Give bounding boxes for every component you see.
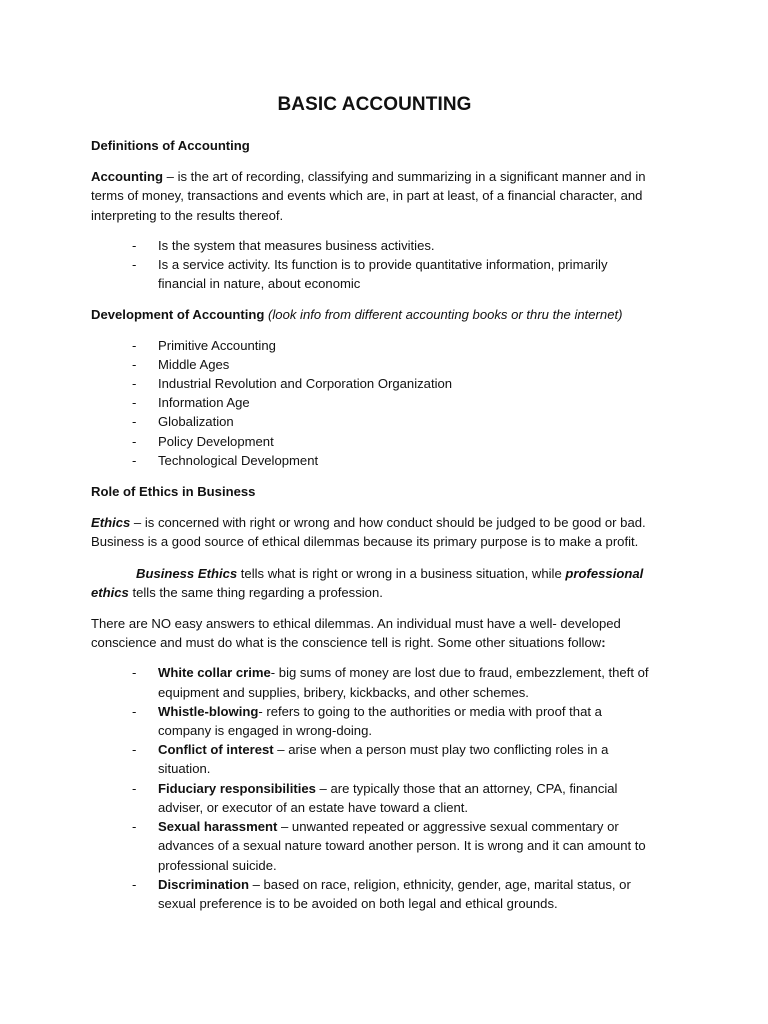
no-easy-answers-paragraph (91, 614, 658, 652)
professional-ethics-text: tells the same thing regarding a profession. (128, 584, 383, 600)
dash-marker: - (132, 876, 137, 892)
list-item-text: Technological Development (158, 452, 319, 468)
list-item-term: Discrimination (158, 876, 249, 892)
list-item-text: – unwanted repeated or aggressive sexual commentary or advances of a sexual nature toward another person. It is wrong and it can amount to professional suicide. (158, 819, 646, 873)
list-item-text: - refers to going to the authorities or media with proof that a company is engaged in wrong-doing. (158, 703, 602, 739)
list-item (91, 432, 658, 451)
dash-marker: - (132, 237, 137, 253)
dash-marker: - (132, 356, 137, 372)
dash-marker: - (132, 452, 137, 468)
dash-marker: - (132, 665, 137, 681)
development-bullets (91, 336, 658, 470)
list-item (91, 336, 658, 355)
list-item-text: - big sums of money are lost due to fraud, embezzlement, theft of equipment and supplies, bribery, kickbacks, and other schemes. (158, 665, 649, 700)
dash-marker: - (132, 414, 137, 430)
dash-marker: - (132, 780, 137, 796)
list-item-term: Fiduciary responsibilities (158, 780, 316, 796)
list-item (91, 817, 658, 875)
list-item-term: Sexual harassment (158, 819, 278, 835)
ethics-situations-bullets (91, 663, 658, 913)
list-item-term: Conflict of interest (158, 742, 274, 758)
list-item-term: Whistle-blowing (158, 703, 259, 719)
ethics-definition (91, 513, 658, 551)
list-item (91, 702, 658, 740)
term-business-ethics: Business Ethics (136, 565, 238, 581)
development-note: (look info from different accounting books or thru the internet) (264, 307, 623, 323)
term-professional-ethics: professional ethics (91, 565, 644, 600)
no-easy-answers-text: There are NO easy answers to ethical dilemmas. An individual must have a well- developed conscience and must do what is the conscience tell is right. Some other situations follow (91, 616, 621, 651)
accounting-bullets (91, 236, 658, 294)
dash-marker: - (132, 395, 137, 411)
ethics-definition-text: – is concerned with right or wrong and how conduct should be judged to be good or bad. Business is a good source of ethical dilemmas because its primary purpose is to make a profit. (91, 515, 646, 550)
business-ethics-text: tells what is right or wrong in a business situation, while (237, 565, 566, 581)
heading-ethics: Role of Ethics in Business (91, 484, 256, 500)
list-item (91, 236, 658, 255)
list-item-text: Information Age (158, 395, 250, 411)
list-item (91, 393, 658, 412)
list-item-text: Primitive Accounting (158, 337, 276, 353)
list-item-text: Policy Development (158, 433, 274, 449)
list-item (91, 451, 658, 470)
list-item-text: – are typically those that an attorney, CPA, financial adviser, or executor of an estate have toward a client. (158, 780, 618, 815)
list-item (91, 779, 658, 817)
list-item-text: – arise when a person must play two conflicting roles in a situation. (158, 742, 609, 777)
document-title: BASIC ACCOUNTING (277, 94, 472, 115)
accounting-definition (91, 167, 658, 225)
dash-marker: - (132, 257, 137, 273)
dash-marker: - (132, 433, 137, 449)
list-item (91, 412, 658, 431)
list-item (91, 355, 658, 374)
list-item (91, 255, 658, 293)
heading-definitions: Definitions of Accounting (91, 138, 250, 153)
list-item-term: White collar crime (158, 665, 271, 681)
dash-marker: - (132, 742, 137, 758)
accounting-definition-text: – is the art of recording, classifying and summarizing in a significant manner and in terms of money, transactions and events which are, in part at least, of a financial character, and interpreting to the results thereof. (91, 169, 646, 223)
list-item (91, 875, 658, 913)
list-item (91, 740, 658, 778)
heading-development: Development of Accounting (91, 307, 265, 323)
list-item-text: Is a service activity. Its function is to provide quantitative information, primarily financial in nature, about economic (158, 257, 608, 292)
list-item-text: Industrial Revolution and Corporation Organization (158, 376, 453, 392)
list-item-text: – based on race, religion, ethnicity, gender, age, marital status, or sexual preference is to be avoided on both legal and ethical grounds. (158, 876, 631, 911)
list-item (91, 374, 658, 393)
dash-marker: - (132, 819, 137, 835)
colon: : (601, 635, 606, 651)
term-accounting: Accounting (91, 169, 164, 185)
dash-marker: - (132, 703, 137, 719)
list-item-text: Globalization (158, 414, 234, 430)
business-ethics-paragraph (91, 564, 658, 602)
list-item-text: Is the system that measures business activities. (158, 237, 435, 253)
list-item (91, 663, 658, 701)
list-item-text: Middle Ages (158, 356, 230, 372)
dash-marker: - (132, 376, 137, 392)
development-heading-line (91, 305, 658, 324)
dash-marker: - (132, 337, 137, 353)
term-ethics: Ethics (91, 515, 131, 531)
